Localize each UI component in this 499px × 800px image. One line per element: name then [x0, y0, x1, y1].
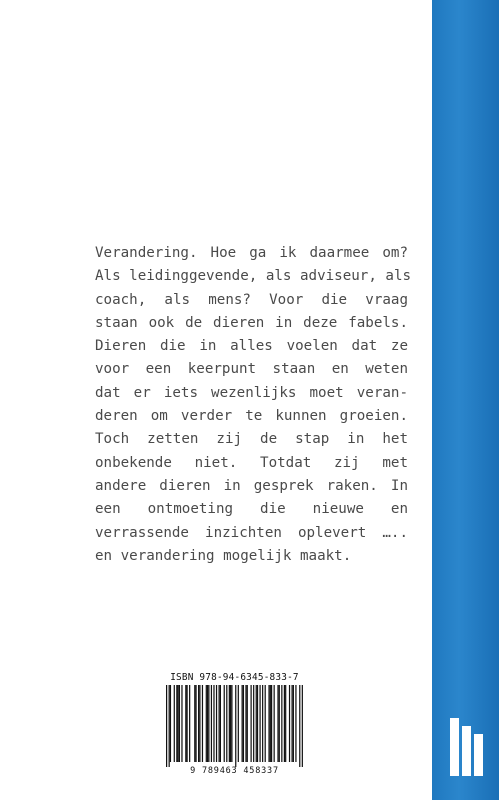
barcode-bar: [279, 685, 280, 762]
barcode-bar: [253, 685, 254, 762]
barcode-digits: 9 789463 458337: [190, 766, 279, 776]
barcode-bar: [208, 685, 209, 762]
barcode-bar: [270, 685, 271, 762]
barcode-bar: [216, 685, 217, 762]
blurb-line: Toch zetten zij de stap in het: [95, 431, 408, 448]
barcode-bar: [256, 685, 257, 762]
barcode-bar: [176, 685, 177, 762]
isbn-label: ISBN 978-94-6345-833-7: [170, 672, 299, 683]
barcode-bar: [169, 685, 170, 767]
barcode-bar: [195, 685, 196, 762]
barcode-bar: [219, 685, 220, 762]
barcode-bar: [185, 685, 186, 762]
barcode-bar: [284, 685, 285, 762]
isbn-barcode: [160, 672, 309, 780]
barcode-bar: [170, 685, 171, 762]
barcode-bar: [179, 685, 180, 762]
barcode-bar: [207, 685, 208, 762]
barcode-bar: [277, 685, 278, 762]
barcode-bar: [291, 685, 292, 762]
blurb-line: een ontmoeting die nieuwe en: [95, 501, 408, 518]
barcode-bar: [194, 685, 195, 762]
barcode-bar: [295, 685, 296, 762]
barcode-bar: [238, 685, 239, 762]
barcode-bar: [302, 685, 303, 767]
barcode-bar: [202, 685, 203, 762]
barcode-bar: [242, 685, 243, 762]
barcode-bar: [224, 685, 225, 762]
barcode-bar: [247, 685, 248, 762]
blurb-line: staan ook de dieren in deze fabels.: [95, 314, 408, 331]
blurb-line: dat er iets wezenlijks moet veran-: [95, 384, 408, 401]
barcode-bar: [251, 685, 252, 762]
barcode-bar: [181, 685, 182, 762]
barcode-bar: [211, 685, 212, 762]
barcode-bar: [289, 685, 290, 762]
barcode-bar: [285, 685, 286, 762]
blurb-line: Dieren die in alles voelen dat ze: [95, 338, 408, 355]
blurb-line: andere dieren in gesprek raken. In: [95, 477, 408, 494]
barcode-bar: [230, 685, 231, 762]
spine-color-band: [432, 0, 499, 800]
blurb-line: deren om verder te kunnen groeien.: [95, 408, 408, 425]
barcode-bar: [274, 685, 275, 762]
barcode-bar: [271, 685, 272, 762]
barcode-bar: [268, 685, 269, 762]
barcode-bar: [199, 685, 200, 762]
barcode-bar: [257, 685, 258, 762]
blurb-line: Als leidinggevende, als adviseur, als: [95, 268, 412, 285]
blurb-line: Verandering. Hoe ga ik daarmee om?: [95, 245, 408, 261]
barcode-bar: [235, 685, 236, 767]
blurb-line: en verandering mogelijk maakt.: [95, 547, 352, 564]
blurb-line: voor een keerpunt staan en weten: [95, 361, 408, 378]
barcode-bars: [166, 685, 303, 767]
barcode-bar: [231, 685, 232, 762]
barcode-bar: [245, 685, 246, 762]
barcode-bar: [186, 685, 187, 762]
blurb-line: coach, als mens? Voor die vraag: [95, 291, 408, 308]
barcode-bar: [178, 685, 179, 762]
blurb-line: verrassende inzichten oplevert …..: [95, 524, 408, 541]
blurb-line: onbekende niet. Totdat zij met: [95, 454, 408, 471]
barcode-bar: [206, 685, 207, 762]
barcode-bar: [281, 685, 282, 762]
barcode-bar: [293, 685, 294, 762]
barcode-bar: [265, 685, 266, 762]
barcode-bar: [213, 685, 214, 762]
barcode-bar: [299, 685, 300, 767]
back-cover-blurb: [95, 242, 412, 568]
barcode-bar: [259, 685, 260, 762]
barcode-bar: [198, 685, 199, 762]
barcode-bar: [189, 685, 190, 762]
barcode-bar: [220, 685, 221, 762]
barcode-bar: [174, 685, 175, 762]
publisher-logo-icon: [446, 716, 486, 778]
barcode-bar: [243, 685, 244, 762]
barcode-bar: [262, 685, 263, 762]
barcode-bar: [229, 685, 230, 762]
barcode-bar: [166, 685, 167, 767]
barcode-bar: [226, 685, 227, 762]
